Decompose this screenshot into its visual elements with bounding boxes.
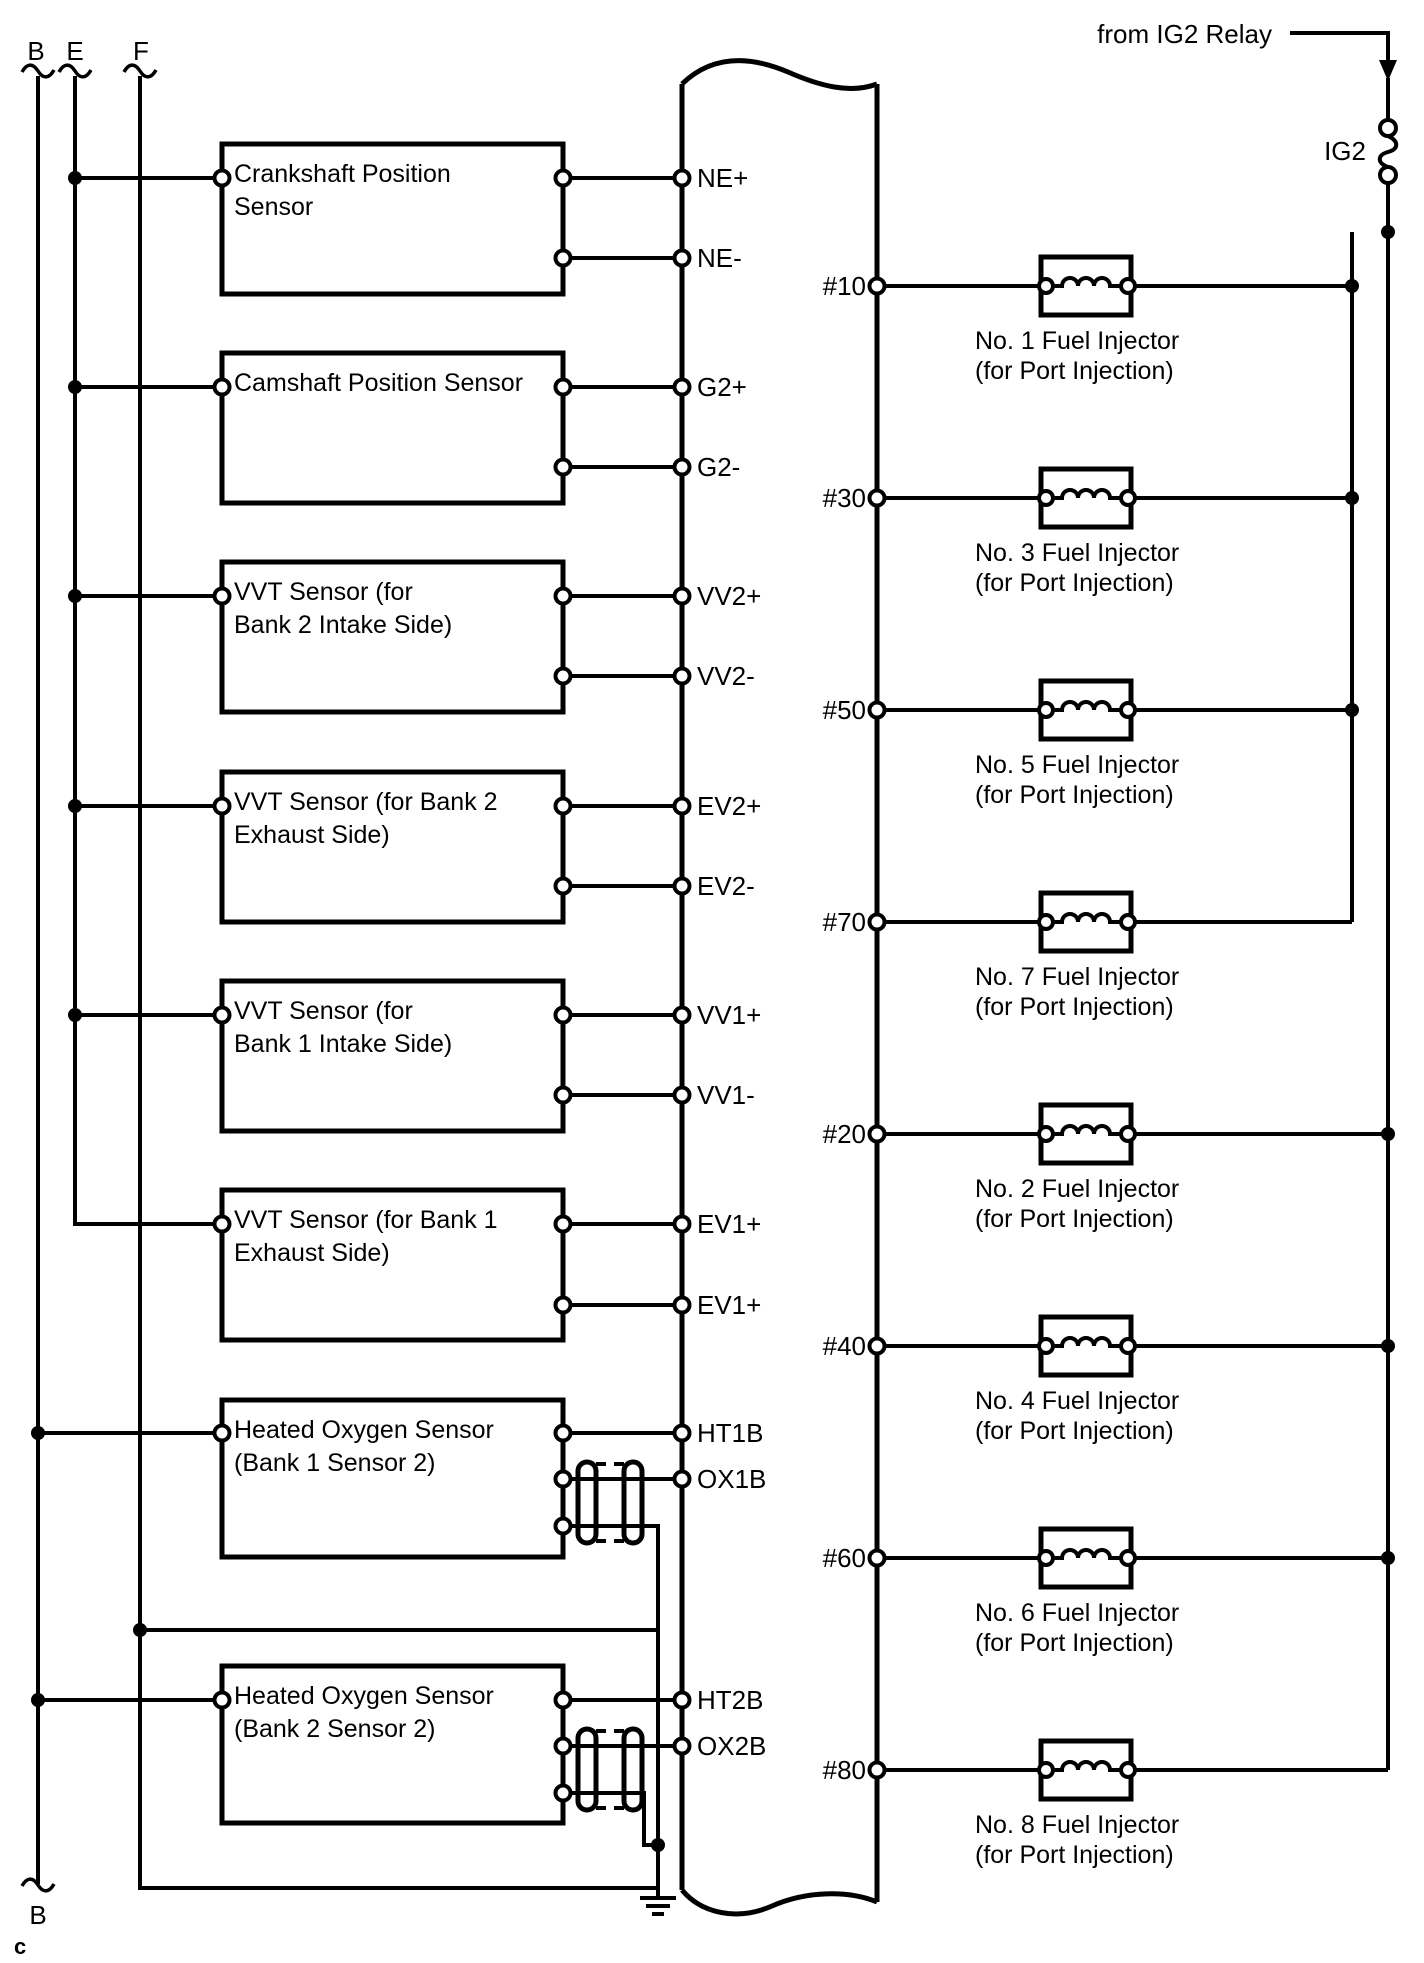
injector-caption-4b: (for Port Injection) <box>975 1417 1174 1445</box>
b-break-icon <box>22 65 54 77</box>
current-direction-arrow-icon <box>1379 60 1397 81</box>
sensor-label-vvt-b1-exhaust-1: VVT Sensor (for Bank 1 <box>234 1206 498 1234</box>
ecm-terminal-ox1b: OX1B <box>697 1464 767 1494</box>
ecm-terminal-vv2-minus: VV2- <box>697 661 755 691</box>
injector-caption-8a: No. 8 Fuel Injector <box>975 1811 1180 1839</box>
rail-label-b-bottom: B <box>29 1900 47 1930</box>
rail-label-f-top: F <box>133 36 149 66</box>
sensor-label-o2-b2-2: (Bank 2 Sensor 2) <box>234 1715 436 1743</box>
ecm-torn-top-edge <box>682 61 877 89</box>
ecm-terminal-ev2-plus: EV2+ <box>697 791 762 821</box>
ecm-terminal-10: #10 <box>822 271 866 301</box>
rail-label-e-top: E <box>66 36 84 66</box>
injector-caption-2b: (for Port Injection) <box>975 1205 1174 1233</box>
injector-coil-icons <box>1048 278 1124 1770</box>
sensor-label-vvt-b2-intake-2: Bank 2 Intake Side) <box>234 611 453 639</box>
injector-caption-1a: No. 1 Fuel Injector <box>975 327 1180 355</box>
sensor-label-vvt-b1-intake-2: Bank 1 Intake Side) <box>234 1030 453 1058</box>
page-corner-label: c <box>14 1934 27 1959</box>
ecm-terminal-70: #70 <box>822 907 866 937</box>
ecm-terminal-40: #40 <box>822 1331 866 1361</box>
injector-caption-6a: No. 6 Fuel Injector <box>975 1599 1180 1627</box>
injector-caption-3a: No. 3 Fuel Injector <box>975 539 1180 567</box>
injector-caption-5b: (for Port Injection) <box>975 781 1174 809</box>
ecm-terminal-ev1-plus-a: EV1+ <box>697 1209 762 1239</box>
ecm-bus-outline <box>682 61 877 1914</box>
injector-caption-7a: No. 7 Fuel Injector <box>975 963 1180 991</box>
shield-dash-lines <box>596 1464 624 1808</box>
ig2-feed-wire <box>1290 33 1388 232</box>
ecm-terminal-vv1-minus: VV1- <box>697 1080 755 1110</box>
ecm-terminal-ne-minus: NE- <box>697 243 742 273</box>
ecm-terminal-g2-plus: G2+ <box>697 372 747 402</box>
sensor-label-crankshaft-1: Crankshaft Position <box>234 160 451 188</box>
fuse-element <box>1380 136 1397 167</box>
ecm-terminal-vv1-plus: VV1+ <box>697 1000 762 1030</box>
e-rail-line <box>75 76 222 1224</box>
injector-caption-5a: No. 5 Fuel Injector <box>975 751 1180 779</box>
ecm-terminal-30: #30 <box>822 483 866 513</box>
shielded-cable-icon-1 <box>578 1462 642 1543</box>
ground-icon <box>640 1898 676 1914</box>
wire-break-icons <box>22 65 156 1891</box>
ecm-terminal-50: #50 <box>822 695 866 725</box>
sensor-label-camshaft: Camshaft Position Sensor <box>234 369 524 397</box>
shielded-cable-icon-2 <box>578 1729 642 1810</box>
sensor-label-vvt-b2-exhaust-1: VVT Sensor (for Bank 2 <box>234 788 498 816</box>
injector-caption-3b: (for Port Injection) <box>975 569 1174 597</box>
sensor-label-o2-b1-1: Heated Oxygen Sensor <box>234 1416 494 1444</box>
ig2-fuse-label: IG2 <box>1324 136 1366 166</box>
injector-caption-2a: No. 2 Fuel Injector <box>975 1175 1180 1203</box>
sensor-label-o2-b2-1: Heated Oxygen Sensor <box>234 1682 494 1710</box>
ecm-terminal-ne-plus: NE+ <box>697 163 749 193</box>
wire-layer <box>38 33 1396 1914</box>
injector-caption-8b: (for Port Injection) <box>975 1841 1174 1869</box>
ecm-terminal-ev2-minus: EV2- <box>697 871 755 901</box>
injector-caption-7b: (for Port Injection) <box>975 993 1174 1021</box>
injector-caption-1b: (for Port Injection) <box>975 357 1174 385</box>
ecm-terminal-g2-minus: G2- <box>697 452 741 482</box>
e-break-icon <box>59 65 91 77</box>
sensor-label-crankshaft-2: Sensor <box>234 193 314 221</box>
sensor-label-vvt-b1-intake-1: VVT Sensor (for <box>234 997 413 1025</box>
sensor-label-o2-b1-2: (Bank 1 Sensor 2) <box>234 1449 436 1477</box>
injector-caption-6b: (for Port Injection) <box>975 1629 1174 1657</box>
rail-label-b-top: B <box>27 36 45 66</box>
ecm-terminal-20: #20 <box>822 1119 866 1149</box>
ecm-terminal-ox2b: OX2B <box>697 1731 767 1761</box>
ecm-terminal-ev1-plus-b: EV1+ <box>697 1290 762 1320</box>
sensor-label-vvt-b2-intake-1: VVT Sensor (for <box>234 578 413 606</box>
sensor-label-vvt-b2-exhaust-2: Exhaust Side) <box>234 821 390 849</box>
sensor-label-vvt-b1-exhaust-2: Exhaust Side) <box>234 1239 390 1267</box>
f-break-icon <box>124 65 156 77</box>
ecm-terminal-ht1b: HT1B <box>697 1418 764 1448</box>
ecm-torn-bottom-edge <box>682 1890 877 1914</box>
ecm-terminal-ht2b: HT2B <box>697 1685 764 1715</box>
ig2-relay-source-label: from IG2 Relay <box>1097 19 1272 49</box>
ecm-terminal-80: #80 <box>822 1755 866 1785</box>
injector-caption-4a: No. 4 Fuel Injector <box>975 1387 1180 1415</box>
ecm-terminal-60: #60 <box>822 1543 866 1573</box>
ecm-terminal-vv2-plus: VV2+ <box>697 581 762 611</box>
